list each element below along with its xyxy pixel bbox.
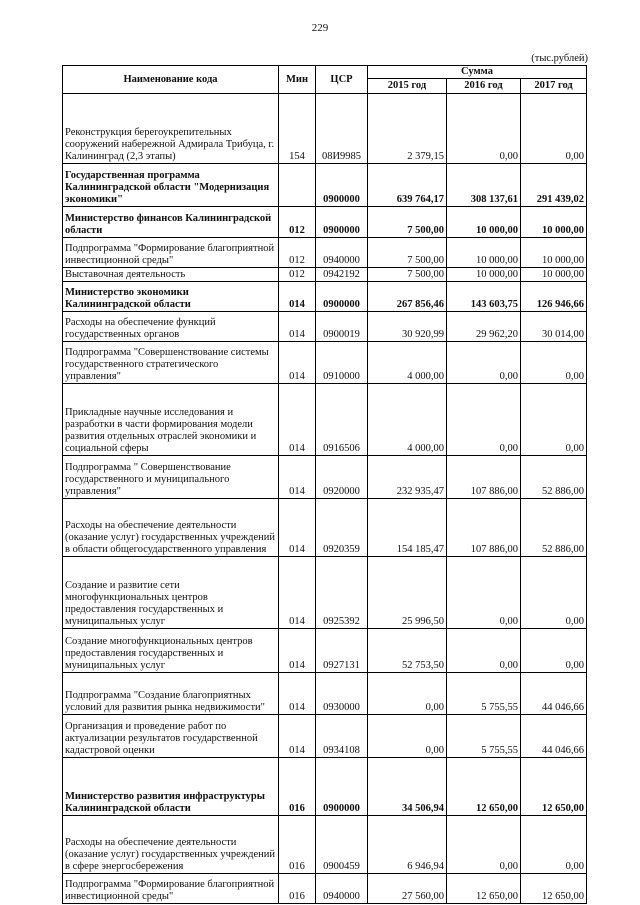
row-name: Государственная программа Калининградской области "Модернизация экономики" bbox=[63, 164, 279, 207]
row-csr: 0900000 bbox=[316, 207, 368, 238]
row-2017: 126 946,66 bbox=[521, 282, 587, 312]
header-min: Мин bbox=[279, 66, 316, 94]
row-csr: 0920000 bbox=[316, 456, 368, 499]
row-2017: 10 000,00 bbox=[521, 268, 587, 282]
header-name: Наименование кода bbox=[63, 66, 279, 94]
row-name: Подпрограмма "Формирование благоприятной инвестиционной среды" bbox=[63, 238, 279, 268]
row-min: 014 bbox=[279, 342, 316, 384]
row-2015: 52 753,50 bbox=[368, 629, 447, 673]
row-min: 014 bbox=[279, 499, 316, 557]
row-2015: 4 000,00 bbox=[368, 384, 447, 456]
row-2016: 10 000,00 bbox=[447, 268, 521, 282]
row-min: 014 bbox=[279, 557, 316, 629]
row-min: 016 bbox=[279, 874, 316, 904]
row-csr: 0900459 bbox=[316, 816, 368, 874]
table-row bbox=[63, 456, 587, 499]
row-2016: 107 886,00 bbox=[447, 499, 521, 557]
row-2015: 2 379,15 bbox=[368, 94, 447, 164]
row-2017: 0,00 bbox=[521, 629, 587, 673]
row-min: 014 bbox=[279, 384, 316, 456]
row-name: Министерство развития инфраструктуры Калининградской области bbox=[63, 758, 279, 816]
row-name: Создание многофункциональных центров предоставления государственных и муниципальных услуг bbox=[63, 629, 279, 673]
row-csr: 0927131 bbox=[316, 629, 368, 673]
row-2015: 4 000,00 bbox=[368, 342, 447, 384]
table-row bbox=[63, 282, 587, 312]
row-name: Подпрограмма " Совершенствование государственного и муниципального управления" bbox=[63, 456, 279, 499]
row-csr: 0942192 bbox=[316, 268, 368, 282]
row-name: Министерство экономики Калининградской области bbox=[63, 282, 279, 312]
row-2017: 12 650,00 bbox=[521, 874, 587, 904]
row-csr: 0940000 bbox=[316, 238, 368, 268]
row-name: Расходы на обеспечение деятельности (оказание услуг) государственных учреждений в сфере энергосбережения bbox=[63, 816, 279, 874]
row-2015: 7 500,00 bbox=[368, 238, 447, 268]
row-2015: 7 500,00 bbox=[368, 207, 447, 238]
row-min: 012 bbox=[279, 238, 316, 268]
row-name: Министерство финансов Калининградской области bbox=[63, 207, 279, 238]
row-2015: 154 185,47 bbox=[368, 499, 447, 557]
table-body bbox=[63, 94, 587, 904]
row-2017: 44 046,66 bbox=[521, 715, 587, 758]
row-2017: 12 650,00 bbox=[521, 758, 587, 816]
row-2017: 0,00 bbox=[521, 94, 587, 164]
header-year-2015: 2015 год bbox=[368, 79, 447, 94]
row-min bbox=[279, 164, 316, 207]
page-number: 229 bbox=[311, 22, 329, 34]
row-min: 016 bbox=[279, 816, 316, 874]
row-2017: 0,00 bbox=[521, 816, 587, 874]
row-min: 012 bbox=[279, 207, 316, 238]
row-2017: 0,00 bbox=[521, 342, 587, 384]
row-csr: 0910000 bbox=[316, 342, 368, 384]
row-csr: 0930000 bbox=[316, 673, 368, 715]
row-name: Подпрограмма "Совершенствование системы государственного стратегического управления" bbox=[63, 342, 279, 384]
table-row bbox=[63, 342, 587, 384]
header-year-2017: 2017 год bbox=[521, 79, 587, 94]
table-row bbox=[63, 715, 587, 758]
row-2016: 5 755,55 bbox=[447, 715, 521, 758]
row-csr: 0900000 bbox=[316, 758, 368, 816]
table-row bbox=[63, 94, 587, 164]
table-row bbox=[63, 499, 587, 557]
row-2015: 267 856,46 bbox=[368, 282, 447, 312]
row-2016: 29 962,20 bbox=[447, 312, 521, 342]
row-2015: 0,00 bbox=[368, 715, 447, 758]
row-csr: 0940000 bbox=[316, 874, 368, 904]
row-2016: 0,00 bbox=[447, 384, 521, 456]
row-2016: 10 000,00 bbox=[447, 207, 521, 238]
row-name: Создание и развитие сети многофункциональных центров предоставления государственных и муниципальных услуг bbox=[63, 557, 279, 629]
row-2017: 52 886,00 bbox=[521, 456, 587, 499]
row-2017: 291 439,02 bbox=[521, 164, 587, 207]
row-name: Организация и проведение работ по актуализации результатов государственной кадастровой оценки bbox=[63, 715, 279, 758]
row-name: Расходы на обеспечение функций государственных органов bbox=[63, 312, 279, 342]
row-2016: 5 755,55 bbox=[447, 673, 521, 715]
budget-table bbox=[62, 65, 587, 904]
row-min: 014 bbox=[279, 456, 316, 499]
row-2016: 0,00 bbox=[447, 94, 521, 164]
row-name: Выставочная деятельность bbox=[63, 268, 279, 282]
header-csr: ЦСР bbox=[316, 66, 368, 94]
row-min: 154 bbox=[279, 94, 316, 164]
row-csr: 0920359 bbox=[316, 499, 368, 557]
row-2017: 0,00 bbox=[521, 557, 587, 629]
row-2016: 12 650,00 bbox=[447, 758, 521, 816]
row-min: 014 bbox=[279, 629, 316, 673]
row-min: 014 bbox=[279, 312, 316, 342]
row-2017: 10 000,00 bbox=[521, 238, 587, 268]
row-csr: 0925392 bbox=[316, 557, 368, 629]
row-name: Подпрограмма "Создание благоприятных условий для развития рынка недвижимости" bbox=[63, 673, 279, 715]
row-2016: 10 000,00 bbox=[447, 238, 521, 268]
row-2015: 27 560,00 bbox=[368, 874, 447, 904]
row-min: 016 bbox=[279, 758, 316, 816]
row-2016: 308 137,61 bbox=[447, 164, 521, 207]
row-2016: 12 650,00 bbox=[447, 874, 521, 904]
row-2015: 7 500,00 bbox=[368, 268, 447, 282]
row-2015: 34 506,94 bbox=[368, 758, 447, 816]
row-min: 014 bbox=[279, 715, 316, 758]
row-min: 014 bbox=[279, 673, 316, 715]
units-label: (тыс.рублей) bbox=[531, 53, 588, 64]
table-row bbox=[63, 238, 587, 268]
table-row bbox=[63, 312, 587, 342]
row-min: 012 bbox=[279, 268, 316, 282]
row-name: Подпрограмма "Формирование благоприятной инвестиционной среды" bbox=[63, 874, 279, 904]
row-2015: 30 920,99 bbox=[368, 312, 447, 342]
row-name: Расходы на обеспечение деятельности (оказание услуг) государственных учреждений в области общегосударственного управления bbox=[63, 499, 279, 557]
row-2016: 0,00 bbox=[447, 342, 521, 384]
header-year-2016: 2016 год bbox=[447, 79, 521, 94]
table-row bbox=[63, 268, 587, 282]
row-2015: 232 935,47 bbox=[368, 456, 447, 499]
row-2017: 30 014,00 bbox=[521, 312, 587, 342]
row-csr: 0916506 bbox=[316, 384, 368, 456]
row-csr: 0934108 bbox=[316, 715, 368, 758]
row-csr: 0900000 bbox=[316, 282, 368, 312]
row-csr: 08И9985 bbox=[316, 94, 368, 164]
table-row bbox=[63, 557, 587, 629]
row-2016: 143 603,75 bbox=[447, 282, 521, 312]
row-2015: 6 946,94 bbox=[368, 816, 447, 874]
table-row bbox=[63, 816, 587, 874]
table-row bbox=[63, 758, 587, 816]
row-csr: 0900000 bbox=[316, 164, 368, 207]
table-row bbox=[63, 629, 587, 673]
row-2016: 0,00 bbox=[447, 557, 521, 629]
header-sum: Сумма bbox=[368, 66, 587, 79]
table-row bbox=[63, 164, 587, 207]
row-csr: 0900019 bbox=[316, 312, 368, 342]
row-2017: 52 886,00 bbox=[521, 499, 587, 557]
table-row bbox=[63, 384, 587, 456]
table-row bbox=[63, 874, 587, 904]
row-2015: 25 996,50 bbox=[368, 557, 447, 629]
row-2017: 10 000,00 bbox=[521, 207, 587, 238]
row-2016: 107 886,00 bbox=[447, 456, 521, 499]
table-row bbox=[63, 207, 587, 238]
row-name: Реконструкция берегоукрепительных сооружений набережной Адмирала Трибуца, г. Калининград (2,3 этапы) bbox=[63, 94, 279, 164]
row-2015: 0,00 bbox=[368, 673, 447, 715]
row-name: Прикладные научные исследования и разработки в части формирования модели развития отдельных отраслей экономики и социальной сферы bbox=[63, 384, 279, 456]
row-2017: 0,00 bbox=[521, 384, 587, 456]
row-2015: 639 764,17 bbox=[368, 164, 447, 207]
row-2016: 0,00 bbox=[447, 629, 521, 673]
row-2016: 0,00 bbox=[447, 816, 521, 874]
row-2017: 44 046,66 bbox=[521, 673, 587, 715]
table-row bbox=[63, 673, 587, 715]
row-min: 014 bbox=[279, 282, 316, 312]
